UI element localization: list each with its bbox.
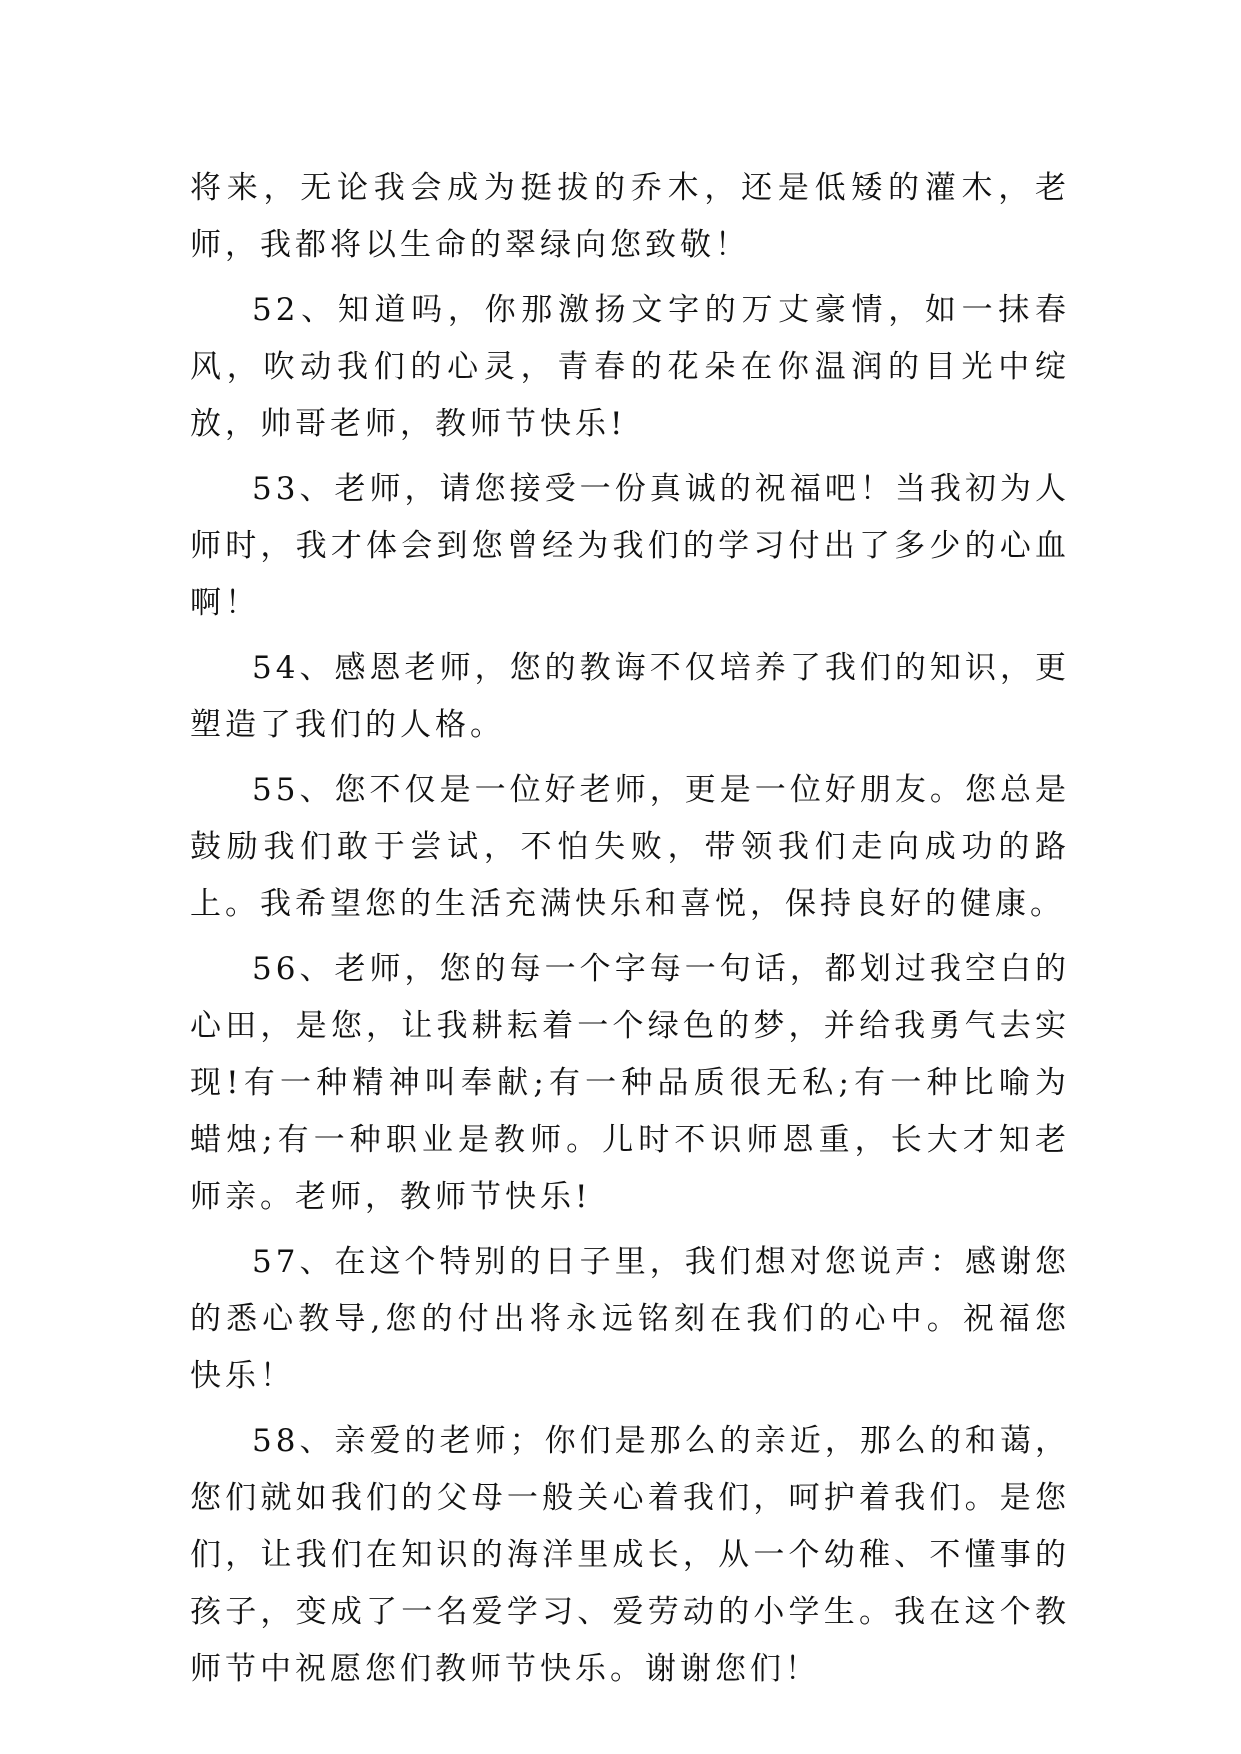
paragraph-53: 53、老师，请您接受一份真诚的祝福吧！当我初为人师时，我才体会到您曾经为我们的学习付出了多少的心血啊！ [190,471,1070,621]
paragraph-56: 56、老师，您的每一个字每一句话，都划过我空白的心田，是您，让我耕耘着一个绿色的梦，并给我勇气去实现!有一种精神叫奉献;有一种品质很无私;有一种比喻为蜡烛;有一种职业是教师。儿时不识师恩重，长大才知老师亲。老师，教师节快乐! [190,951,1070,1215]
paragraph-continuation: 将来，无论我会成为挺拔的乔木，还是低矮的灌木，老师，我都将以生命的翠绿向您致敬！ [190,170,1070,263]
paragraph-54: 54、感恩老师，您的教诲不仅培养了我们的知识，更塑造了我们的人格。 [190,650,1070,743]
paragraph-55: 55、您不仅是一位好老师，更是一位好朋友。您总是鼓励我们敢于尝试，不怕失败，带领我们走向成功的路上。我希望您的生活充满快乐和喜悦，保持良好的健康。 [190,772,1070,922]
paragraph-57: 57、在这个特别的日子里，我们想对您说声：感谢您的悉心教导,您的付出将永远铭刻在我们的心中。祝福您快乐！ [190,1244,1070,1394]
document-body [190,160,1070,1706]
paragraph-52: 52、知道吗，你那激扬文字的万丈豪情，如一抹春风，吹动我们的心灵，青春的花朵在你温润的目光中绽放，帅哥老师，教师节快乐! [190,292,1070,442]
paragraph-58: 58、亲爱的老师；你们是那么的亲近，那么的和蔼，您们就如我们的父母一般关心着我们，呵护着我们。是您们，让我们在知识的海洋里成长，从一个幼稚、不懂事的孩子，变成了一名爱学习、爱劳动的小学生。我在这个教师节中祝愿您们教师节快乐。谢谢您们！ [190,1423,1070,1687]
